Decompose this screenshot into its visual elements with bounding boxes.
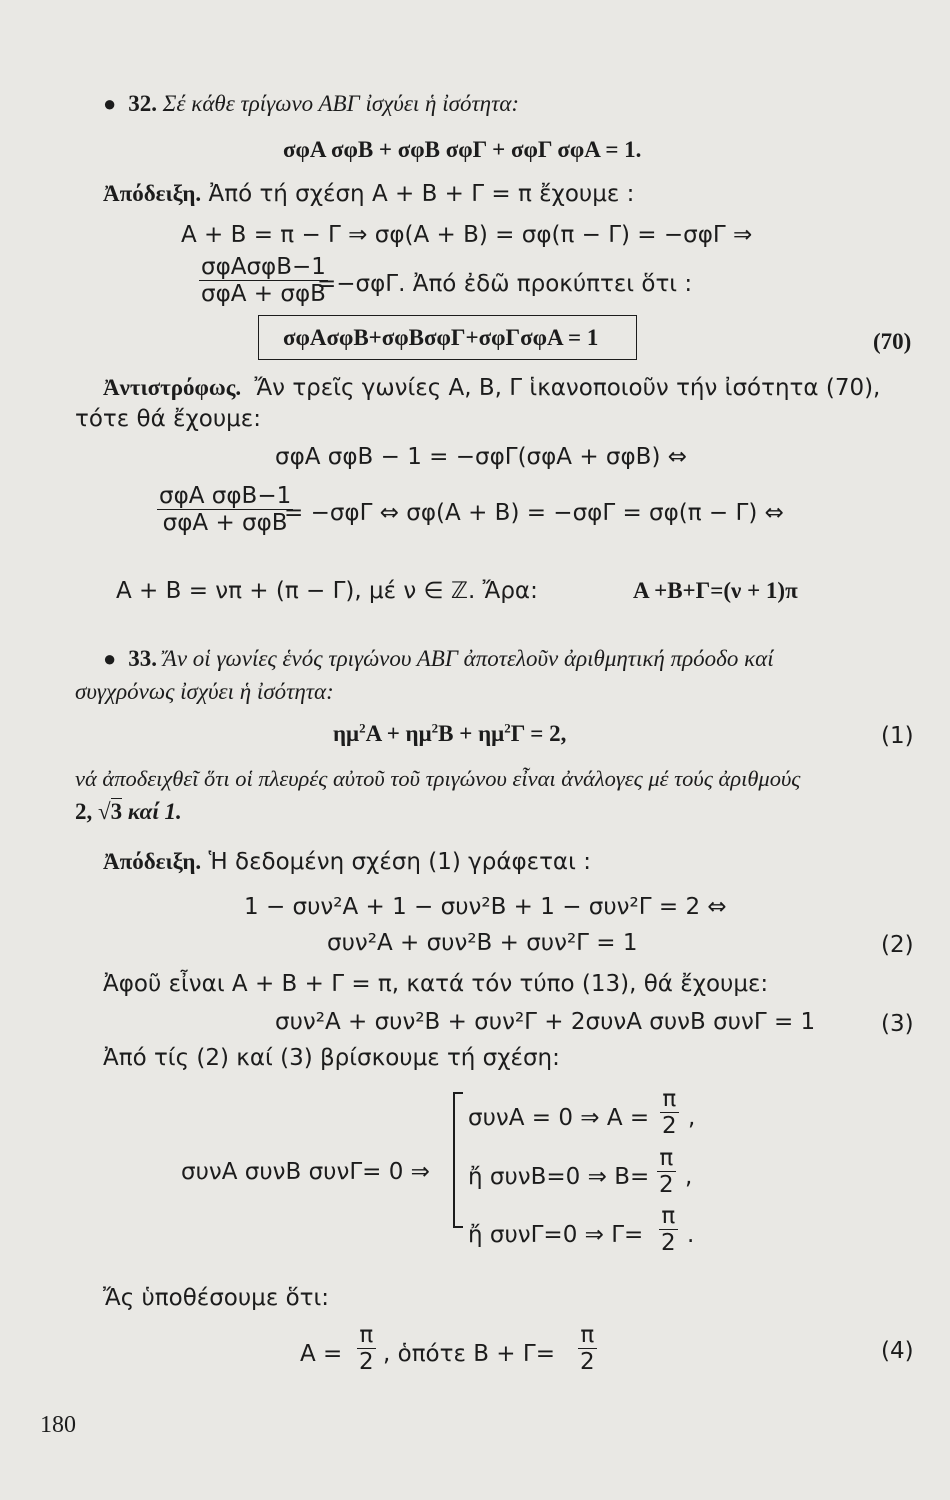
problem-33-header [103, 645, 774, 673]
problem-statement: Ἄν οἱ γωνίες ἑνός τριγώνου ΑΒΓ ἀποτελοῦν ἀριθμητική πρόοδο καί [162, 646, 774, 671]
proof-intro: Ἀπό τή σχέση Α + Β + Γ = π ἔχουμε : [208, 181, 635, 207]
converse-text: Ἄν τρεῖς γωνίες Α, Β, Γ ἱκανοποιοῦν τήν ἰσότητα (70), [254, 375, 881, 401]
fraction-2 [157, 483, 293, 536]
equation-33-4a: Α = [300, 1341, 343, 1367]
case-1-fraction: $\frac{\pi}{2}$ [662, 1086, 677, 1139]
problem-32-header [103, 90, 519, 118]
proof-intro: Ἡ δεδομένη σχέση (1) γράφεται : [208, 849, 591, 875]
bullet-icon: ● [103, 646, 117, 671]
converse-text-2: τότε θά ἔχουμε: [75, 406, 261, 432]
equation-33-4b: , ὁπότε Β + Γ= [383, 1341, 555, 1367]
equation-3: Α + Β = νπ + (π − Γ), μέ ν ∈ ℤ. Ἄρα: [116, 578, 538, 604]
equation-tag-1: (1) [881, 723, 914, 749]
equation-3-result: Α +Β+Γ=(ν + 1)π [633, 578, 798, 603]
problem-number: 33. [128, 646, 158, 671]
equation-33-2: συν²Α + συν²Β + συν²Γ = 1 [327, 930, 638, 956]
equation-4-fraction-1: $\frac{\pi}{2}$ [359, 1322, 374, 1375]
case-3-fraction: $\frac{\pi}{2}$ [661, 1203, 676, 1256]
fraction-1-numerator: σφΑσφΒ−1 [201, 254, 326, 280]
case-2: ἤ συνΒ=0 ⇒ Β= [468, 1164, 650, 1190]
identity: σφΑ σφΒ + σφΒ σφΓ + σφΓ σφΑ = 1. [283, 137, 642, 162]
page-number: 180 [40, 1412, 76, 1438]
equation-2: σφΑ σφΒ − 1 = −σφΓ(σφΑ + σφΒ) ⇔ [275, 444, 688, 470]
problem-statement: Σέ κάθε τρίγωνο ΑΒΓ ἰσχύει ἡ ἰσότητα: [162, 91, 520, 116]
fraction-2-numerator: σφΑ σφΒ−1 [159, 483, 292, 509]
converse-line [103, 374, 880, 402]
fraction-1-rhs: =−σφΓ. Ἀπό ἐδῶ προκύπτει ὅτι : [317, 271, 693, 297]
problem-statement-4: 2, √3 καί 1. [75, 799, 182, 824]
proof-label: Ἀπόδειξη. [103, 181, 202, 206]
fraction-1 [199, 254, 328, 307]
identity-33: $\eta\mu^2A + \eta\mu^2B + \eta\mu^2\Gamma = 2$, [333, 720, 567, 746]
curly-brace [453, 1092, 463, 1228]
equation-4-fraction-2: $\frac{\pi}{2}$ [580, 1322, 595, 1375]
equation-33-3: συν²Α + συν²Β + συν²Γ + 2συνΑ συνΒ συνΓ = 1 [275, 1009, 816, 1035]
converse-label: Ἀντιστρόφως. [103, 375, 242, 400]
problem-statement-3: νά ἀποδειχθεῖ ὅτι οἱ πλευρές αὐτοῦ τοῦ τριγώνου εἶναι ἀνάλογες μέ τούς ἀριθμούς [75, 766, 801, 791]
fraction-2-denominator: σφΑ + σφΒ [157, 509, 293, 536]
case-1: συνΑ = 0 ⇒ Α = [468, 1105, 650, 1131]
equation-tag-2: (2) [881, 932, 914, 958]
sqrt-symbol: √3 [98, 799, 123, 824]
equation-1: Α + Β = π − Γ ⇒ σφ(Α + Β) = σφ(π − Γ) = −σφΓ ⇒ [181, 222, 753, 248]
problem-number: 32. [128, 91, 158, 116]
fraction-1-denominator: σφΑ + σφΒ [199, 280, 328, 307]
case-2-fraction: $\frac{\pi}{2}$ [659, 1145, 674, 1198]
equation-tag-3: (3) [881, 1011, 914, 1037]
text-33-2: Ἀπό τίς (2) καί (3) βρίσκουμε τή σχέση: [103, 1045, 560, 1071]
text-33-1: Ἀφοῦ εἶναι Α + Β + Γ = π, κατά τόν τύπο (13), θά ἔχουμε: [103, 971, 769, 997]
equation-tag-70: (70) [873, 329, 912, 354]
bullet-icon: ● [103, 91, 117, 116]
text-33-3: Ἄς ὑποθέσουμε ὅτι: [103, 1285, 330, 1311]
boxed-result-text: σφΑσφΒ+σφΒσφΓ+σφΓσφΑ = 1 [283, 325, 599, 350]
proof-label: Ἀπόδειξη. [103, 849, 202, 874]
fraction-2-rhs: = −σφΓ ⇔ σφ(Α + Β) = −σφΓ = σφ(π − Γ) ⇔ [284, 500, 784, 526]
equation-33-1: 1 − συν²Α + 1 − συν²Β + 1 − συν²Γ = 2 ⇔ [244, 894, 727, 920]
cases-lhs: συνΑ συνΒ συνΓ= 0 ⇒ [181, 1159, 430, 1185]
case-3: ἤ συνΓ=0 ⇒ Γ= [468, 1222, 644, 1248]
problem-statement-2: συγχρόνως ἰσχύει ἡ ἰσότητα: [75, 679, 334, 704]
equation-tag-4: (4) [881, 1338, 914, 1364]
proof-33-intro-line [103, 848, 591, 876]
proof-intro-line [103, 180, 634, 208]
